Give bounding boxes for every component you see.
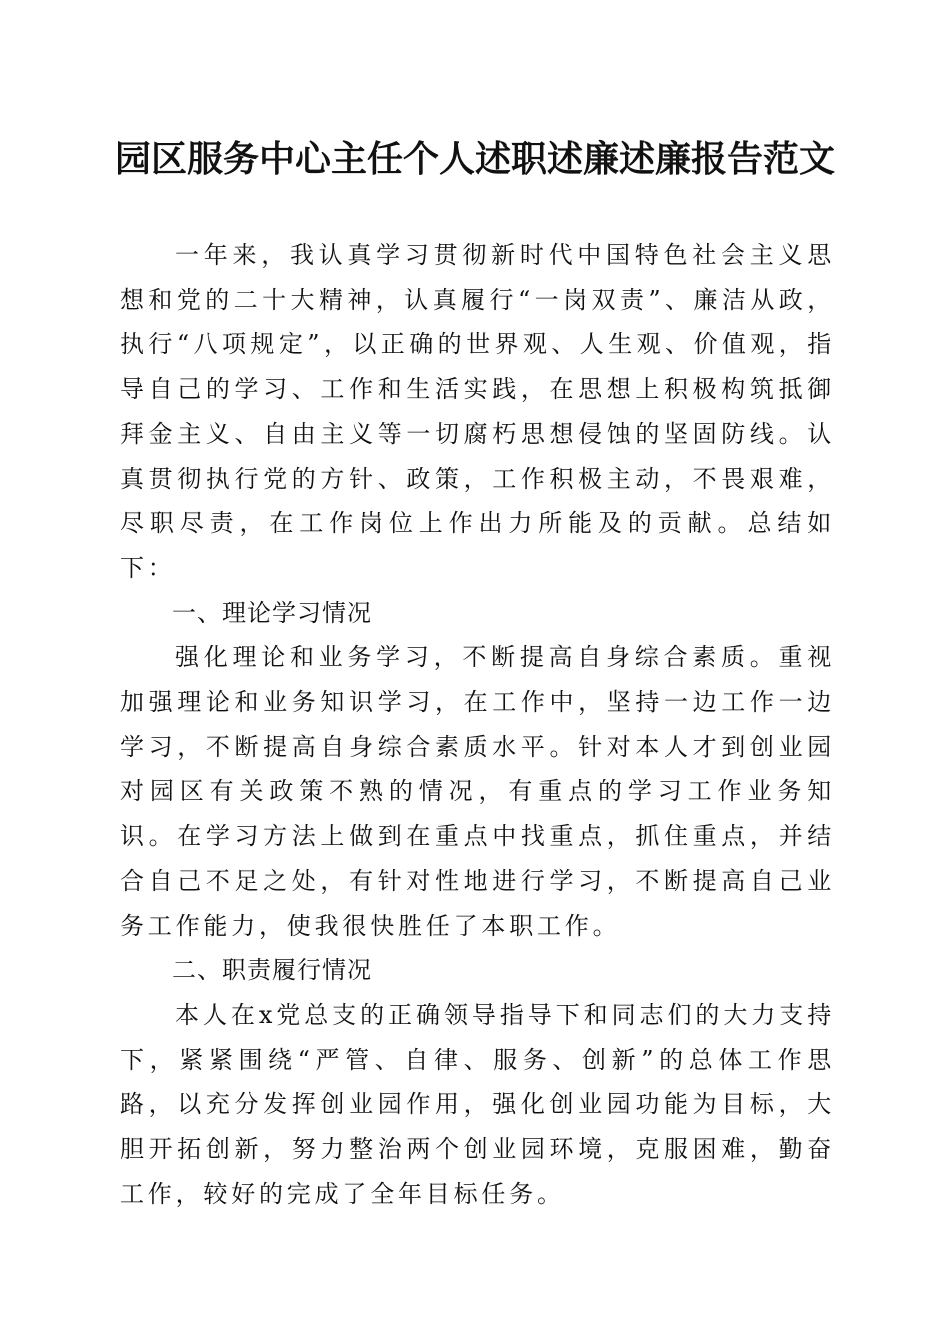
theory-study-paragraph: 强化理论和业务学习，不断提高自身综合素质。重视加强理论和业务知识学习，在工作中，坚持一边工作一边学习，不断提高自身综合素质水平。针对本人才到创业园对园区有关政策不熟的情况，有重点的学习工作业务知识。在学习方法上做到在重点中找重点，抓住重点，并结合自己不足之处，有针对性地进行学习，不断提高自己业务工作能力，使我很快胜任了本职工作。 <box>120 643 835 940</box>
document-body <box>120 233 835 1216</box>
duty-performance-paragraph: 本人在x党总支的正确领导指导下和同志们的大力支持下，紧紧围绕“严管、自律、服务、创新”的总体工作思路，以充分发挥创业园作用，强化创业园功能为目标，大胆开拓创新，努力整治两个创业园环境，克服困难，勤奋工作，较好的完成了全年目标任务。 <box>120 1000 835 1208</box>
intro-paragraph: 一年来，我认真学习贯彻新时代中国特色社会主义思想和党的二十大精神，认真履行“一岗双责”、廉洁从政，执行“八项规定”，以正确的世界观、人生观、价值观，指导自己的学习、工作和生活实践，在思想上积极构筑抵御拜金主义、自由主义等一切腐朽思想侵蚀的坚固防线。认真贯彻执行党的方针、政策，工作积极主动，不畏艰难，尽职尽责，在工作岗位上作出力所能及的贡献。总结如下： <box>120 241 835 582</box>
document-title: 园区服务中心主任个人述职述廉述廉报告范文 <box>114 138 835 180</box>
section-heading-theory-study: 一、理论学习情况 <box>172 598 372 627</box>
section-heading-duty-performance: 二、职责履行情况 <box>172 956 372 985</box>
